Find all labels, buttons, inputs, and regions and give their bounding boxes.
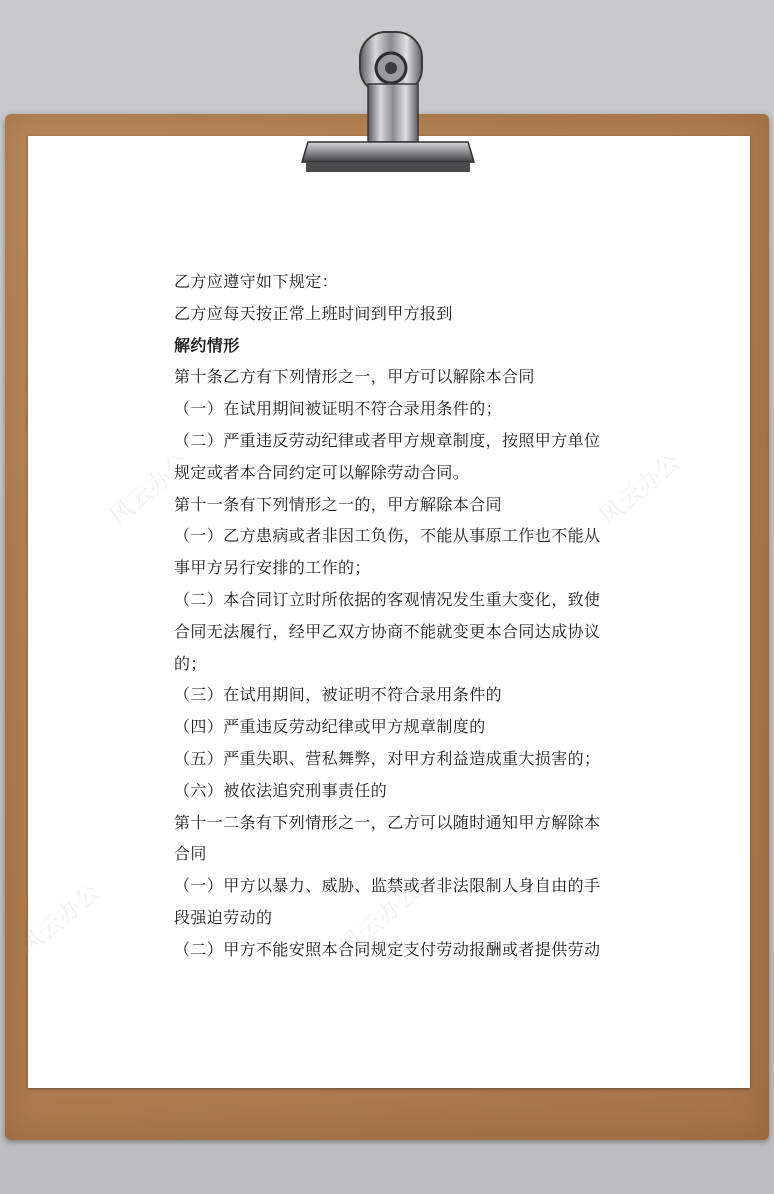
document-line: （二）严重违反劳动纪律或者甲方规章制度，按照甲方单位 (174, 430, 601, 450)
document-line: （一）在试用期间被证明不符合录用条件的； (174, 399, 503, 419)
document-line: 事甲方另行安排的工作的； (174, 558, 371, 578)
document-line: （一）乙方患病或者非因工负伤，不能从事原工作也不能从 (174, 526, 601, 546)
document-line: （四）严重违反劳动纪律或甲方规章制度的 (174, 717, 486, 737)
document-line: （二）本合同订立时所依据的客观情况发生重大变化，致使 (174, 589, 601, 609)
document-line: （六）被依法追究刑事责任的 (174, 780, 388, 800)
document-line: 乙方应每天按正常上班时间到甲方报到 (174, 303, 453, 323)
document-text (174, 266, 614, 966)
document-line: 合同 (174, 844, 207, 864)
document-line: （五）严重失职、营私舞弊，对甲方利益造成重大损害的； (174, 748, 601, 768)
document-line: 第十条乙方有下列情形之一，甲方可以解除本合同 (174, 367, 535, 387)
document-line: 合同无法履行，经甲乙双方协商不能就变更本合同达成协议 (174, 621, 601, 641)
binder-clip-icon (298, 24, 478, 180)
document-line: 乙方应遵守如下规定： (174, 272, 339, 291)
document-line: （一）甲方以暴力、威胁、监禁或者非法限制人身自由的手 (174, 876, 601, 896)
document-line: 第十一条有下列情形之一的，甲方解除本合同 (174, 494, 503, 514)
section-heading: 解约情形 (174, 335, 240, 355)
document-line: （三）在试用期间，被证明不符合录用条件的 (174, 685, 503, 705)
document-line: （二）甲方不能安照本合同规定支付劳动报酬或者提供劳动 (174, 939, 601, 959)
document-line: 的； (174, 653, 207, 673)
document-line: 第十一二条有下列情形之一，乙方可以随时通知甲方解除本 (174, 812, 601, 832)
document-line: 规定或者本合同约定可以解除劳动合同。 (174, 462, 470, 482)
document-line: 段强迫劳动的 (174, 907, 273, 927)
